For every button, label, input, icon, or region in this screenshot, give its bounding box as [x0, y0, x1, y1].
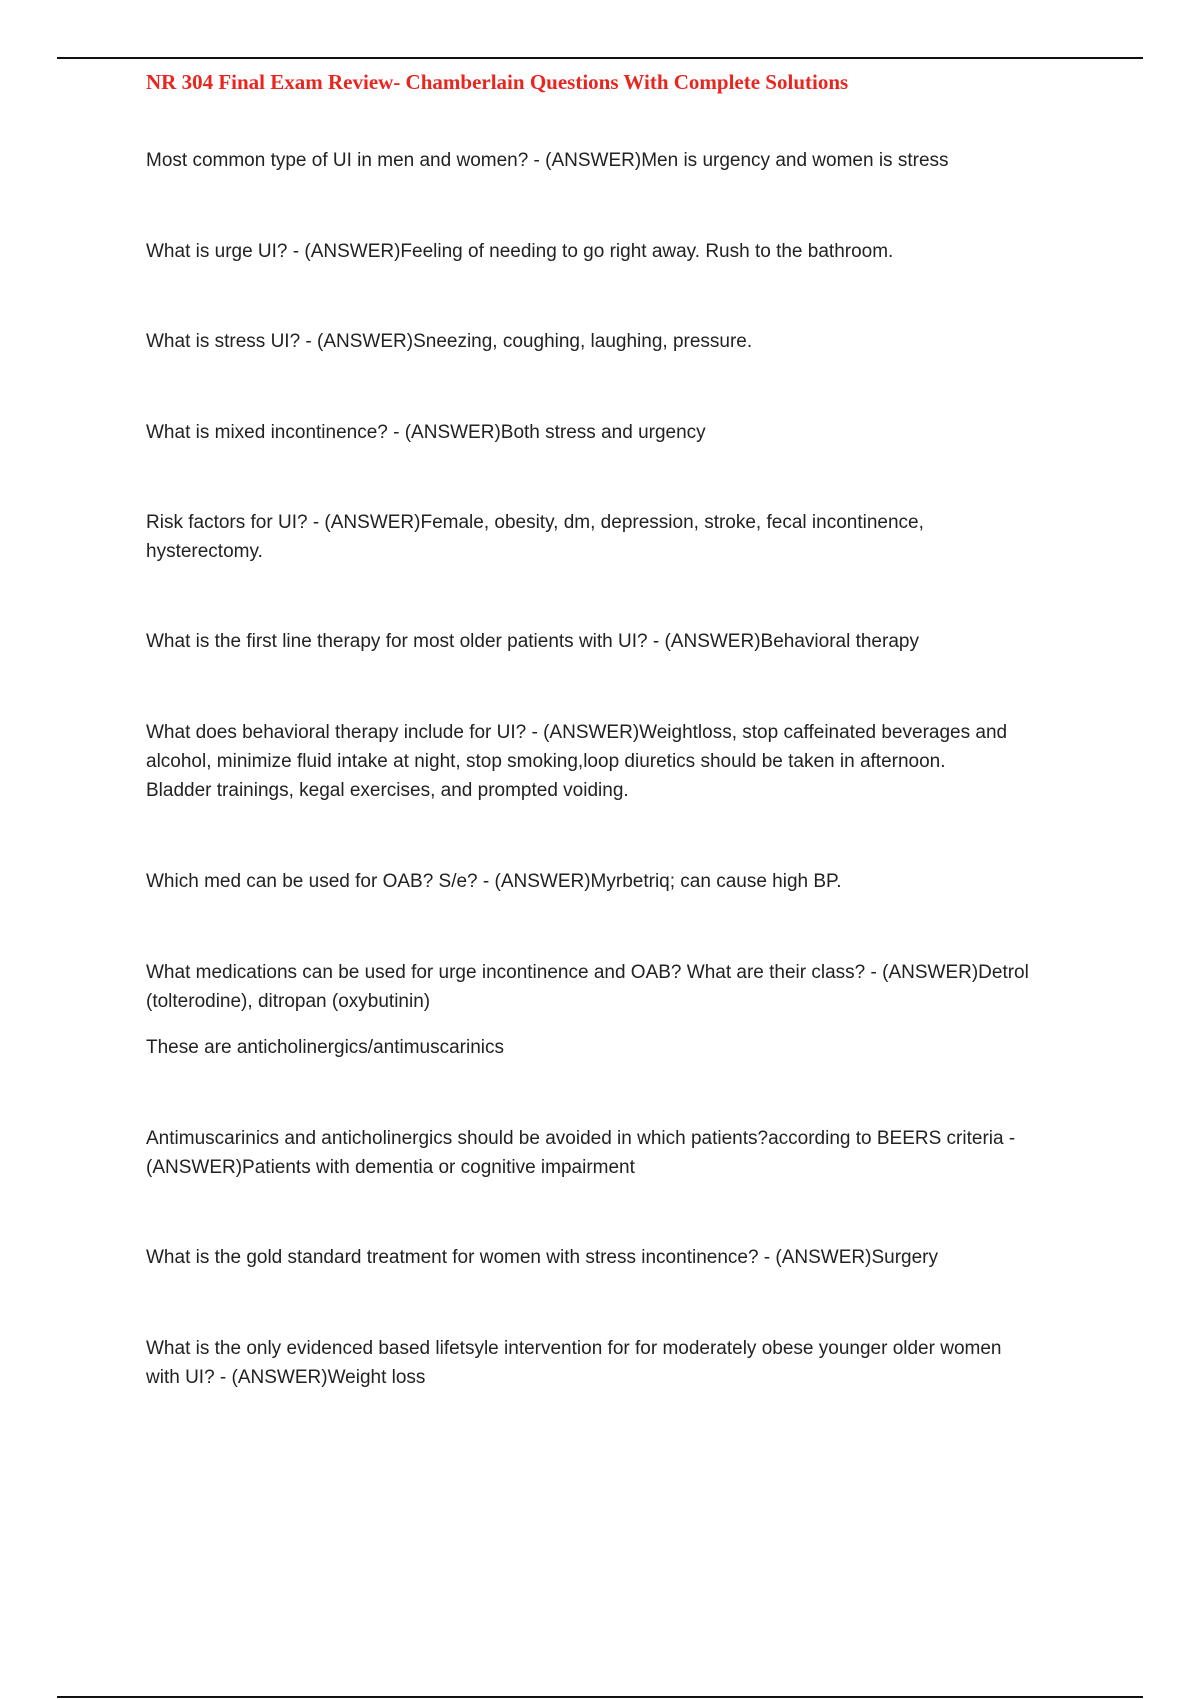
qa-line: What is urge UI? - (ANSWER)Feeling of needing to go right away. Rush to the bathroom. — [146, 241, 894, 262]
qa-line: These are anticholinergics/antimuscarinics — [146, 1037, 504, 1058]
qa-line: What is the only evidenced based lifetsyle intervention for for moderately obese younger older women — [146, 1338, 1002, 1359]
qa-item — [146, 958, 1096, 1016]
qa-item — [146, 1243, 1096, 1272]
qa-line: Antimuscarinics and anticholinergics should be avoided in which patients?according to BEERS criteria - — [146, 1128, 1016, 1149]
qa-item — [146, 1124, 1096, 1182]
qa-item — [146, 146, 1096, 175]
qa-line: What does behavioral therapy include for UI? - (ANSWER)Weightloss, stop caffeinated beverages and — [146, 722, 1008, 743]
qa-item — [146, 327, 1096, 356]
qa-item — [146, 237, 1096, 266]
qa-line: alcohol, minimize fluid intake at night, stop smoking,loop diuretics should be taken in afternoon. — [146, 751, 946, 772]
qa-line: What is stress UI? - (ANSWER)Sneezing, coughing, laughing, pressure. — [146, 331, 753, 352]
qa-line: Which med can be used for OAB? S/e? - (ANSWER)Myrbetriq; can cause high BP. — [146, 871, 842, 892]
qa-item — [146, 867, 1096, 896]
qa-line: What is mixed incontinence? - (ANSWER)Both stress and urgency — [146, 422, 706, 443]
qa-item — [146, 627, 1096, 656]
qa-item — [146, 508, 1096, 566]
qa-line: What is the first line therapy for most older patients with UI? - (ANSWER)Behavioral therapy — [146, 631, 919, 652]
qa-line: What medications can be used for urge incontinence and OAB? What are their class? - (ANSWER)Detrol — [146, 962, 1029, 983]
qa-item — [146, 1334, 1096, 1392]
qa-item — [146, 418, 1096, 447]
qa-line: Most common type of UI in men and women? - (ANSWER)Men is urgency and women is stress — [146, 150, 949, 171]
qa-line: (tolterodine), ditropan (oxybutinin) — [146, 991, 431, 1012]
qa-item — [146, 718, 1096, 805]
bottom-rule — [57, 1696, 1143, 1698]
qa-line: (ANSWER)Patients with dementia or cognitive impairment — [146, 1157, 635, 1178]
qa-line: Bladder trainings, kegal exercises, and prompted voiding. — [146, 780, 629, 801]
qa-line: with UI? - (ANSWER)Weight loss — [146, 1367, 426, 1388]
qa-line: What is the gold standard treatment for women with stress incontinence? - (ANSWER)Surgery — [146, 1247, 938, 1268]
top-rule — [57, 57, 1143, 59]
qa-item — [146, 1033, 1096, 1062]
qa-line: Risk factors for UI? - (ANSWER)Female, obesity, dm, depression, stroke, fecal incontinence, — [146, 512, 924, 533]
document-title: NR 304 Final Exam Review- Chamberlain Questions With Complete Solutions — [146, 70, 849, 94]
qa-line: hysterectomy. — [146, 541, 263, 562]
